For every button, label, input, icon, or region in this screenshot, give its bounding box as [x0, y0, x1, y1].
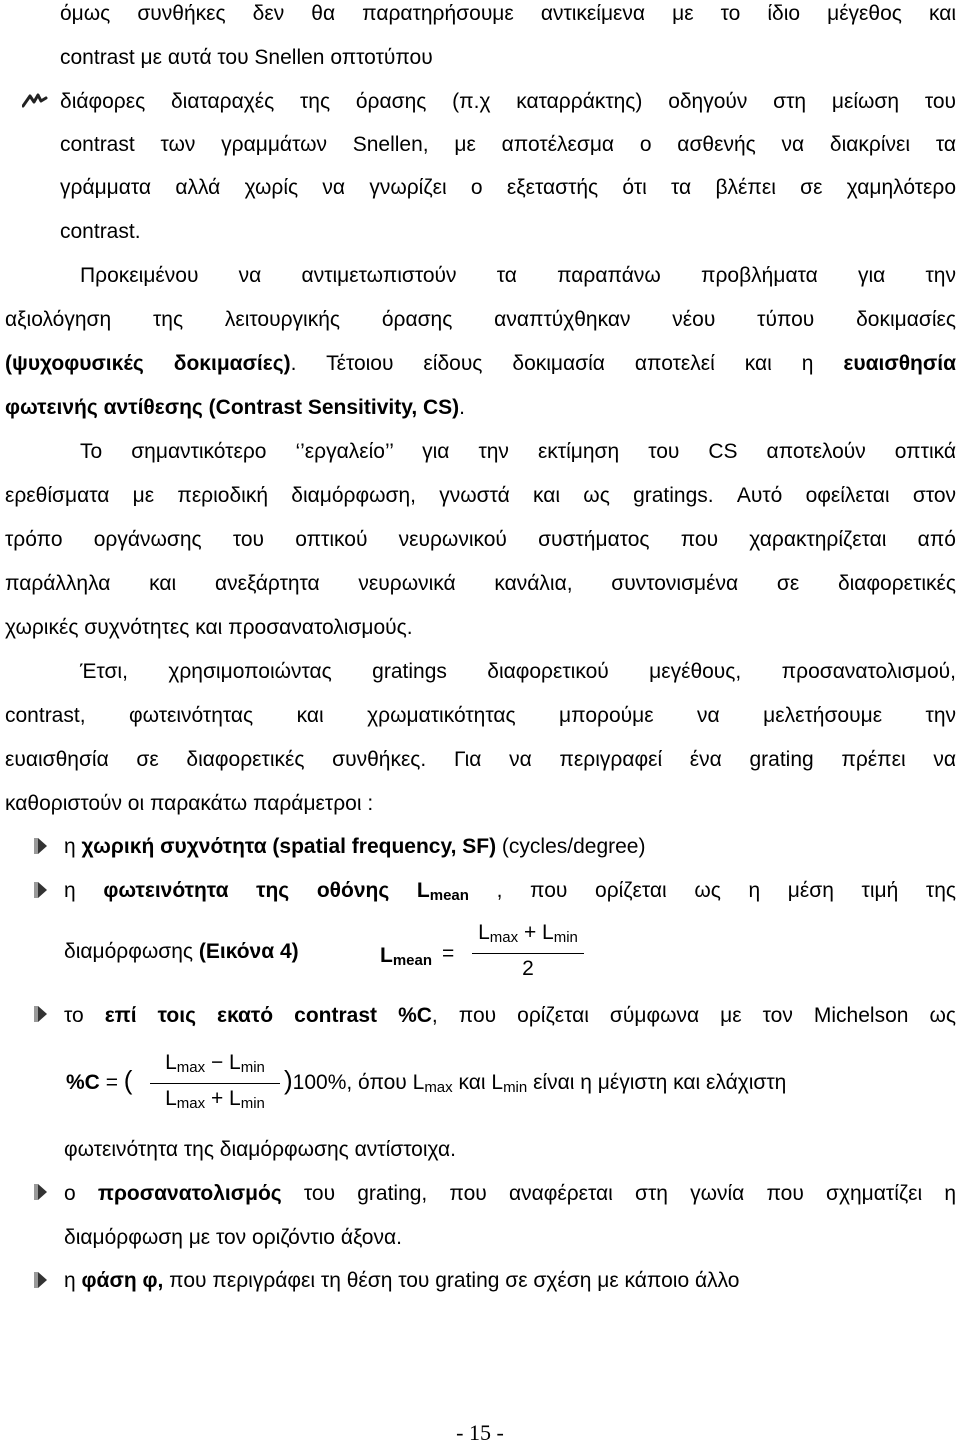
- bullet-item-spatial-frequency: η χωρική συχνότητα (spatial frequency, SF) (cycles/degree): [64, 835, 646, 858]
- text-line: παράλληλα και ανεξάρτητα νευρωνικά κανάλια, συντονισμένα σε διαφορετικές: [5, 572, 956, 595]
- formula-michelson-rhs: )100%, όπου $L_{max}$ και $L_{min}$ είναι η μέγιστη και ελάχιστη: [284, 1065, 787, 1096]
- arrow-bullet-icon: [38, 838, 47, 854]
- bullet-item-contrast: το επί τοις εκατό contrast %C, που ορίζεται σύμφωνα με τον Michelson ως: [64, 1004, 956, 1027]
- text-line: φωτεινότητα της διαμόρφωσης αντίστοιχα.: [64, 1138, 456, 1161]
- bullet-item-phase: η φάση φ, που περιγράφει τη θέση του grating σε σχέση με κάποιο άλλο: [64, 1269, 740, 1292]
- arrow-bullet-icon: [38, 882, 47, 898]
- text-line: καθοριστούν οι παρακάτω παράμετροι :: [5, 792, 374, 815]
- bold-term: ευαισθησία: [843, 352, 956, 375]
- bullet-item-luminance: η φωτεινότητα της οθόνης $L_{mean}$ , που ορίζεται ως η μέση τιμή της: [64, 879, 956, 904]
- text-line: αξιολόγηση της λειτουργικής όρασης αναπτύχθηκαν νέου τύπου δοκιμασίες: [5, 308, 956, 331]
- formula-fraction: $L_{max} + L_{min}$ 2: [472, 920, 584, 982]
- text-line: Το σημαντικότερο ‘’εργαλείο’’ για την εκτίμηση του CS αποτελούν οπτικά: [80, 440, 956, 463]
- text-line: contrast.: [60, 220, 141, 243]
- formula-michelson-fraction: $L_{max} - L_{min}$ $L_{max} + L_{min}$: [150, 1050, 280, 1117]
- text-line: τρόπο οργάνωσης του οπτικού νευρωνικού συστήματος που χαρακτηρίζεται από: [5, 528, 956, 551]
- text-line: χωρικές συχνότητες και προσανατολισμούς.: [5, 616, 413, 639]
- text-line: Προκειμένου να αντιμετωπιστούν τα παραπάνω προβλήματα για την: [80, 264, 956, 287]
- text-line: ευαισθησία σε διαφορετικές συνθήκες. Για να περιγραφεί ένα grating πρέπει να: [5, 748, 956, 771]
- text-line: contrast των γραμμάτων Snellen, με αποτέλεσμα ο ασθενής να διακρίνει τα: [60, 133, 956, 156]
- text-line: Έτσι, χρησιμοποιώντας gratings διαφορετικού μεγέθους, προσανατολισμού,: [80, 660, 956, 683]
- pointing-hand-icon: [22, 92, 48, 108]
- arrow-bullet-icon: [38, 1272, 47, 1288]
- bold-term: φωτεινής αντίθεσης (Contrast Sensitivity, CS): [5, 396, 460, 419]
- text-line: φωτεινής αντίθεσης (Contrast Sensitivity, CS).: [5, 396, 465, 419]
- text-line: contrast με αυτά του Snellen οπτοτύπου: [60, 46, 433, 69]
- text-line: όμως συνθήκες δεν θα παρατηρήσουμε αντικείμενα με το ίδιο μέγεθος και: [60, 2, 956, 25]
- text-line: ερεθίσματα με περιοδική διαμόρφωση, γνωστά και ως gratings. Αυτό οφείλεται στον: [5, 484, 956, 507]
- text-line: διάφορες διαταραχές της όρασης (π.χ καταρράκτης) οδηγούν στη μείωση του: [60, 90, 956, 113]
- text-line: (ψυχοφυσικές δοκιμασίες). Τέτοιου είδους δοκιμασία αποτελεί και η ευαισθησία: [5, 352, 956, 375]
- bullet-item-orientation: ο προσανατολισμός του grating, που αναφέρεται στη γωνία που σχηματίζει η: [64, 1182, 956, 1205]
- arrow-bullet-icon: [38, 1184, 47, 1200]
- text-line: contrast, φωτεινότητας και χρωματικότητας μπορούμε να μελετήσουμε την: [5, 704, 956, 727]
- formula-equals: =: [442, 942, 455, 965]
- arrow-bullet-icon: [38, 1006, 47, 1022]
- page-number: - 15 -: [456, 1420, 504, 1445]
- text-line: διαμόρφωσης (Εικόνα 4): [64, 940, 299, 963]
- text-line: διαμόρφωση με τον οριζόντιο άξονα.: [64, 1226, 402, 1249]
- bold-term: (ψυχοφυσικές δοκιμασίες): [5, 352, 291, 375]
- text-line: γράμματα αλλά χωρίς να γνωρίζει ο εξεταστής ότι τα βλέπει σε χαμηλότερο: [60, 176, 956, 199]
- formula-mean-luminance: $L_{mean}$: [380, 944, 433, 969]
- formula-michelson-lhs: %C = (: [66, 1065, 133, 1095]
